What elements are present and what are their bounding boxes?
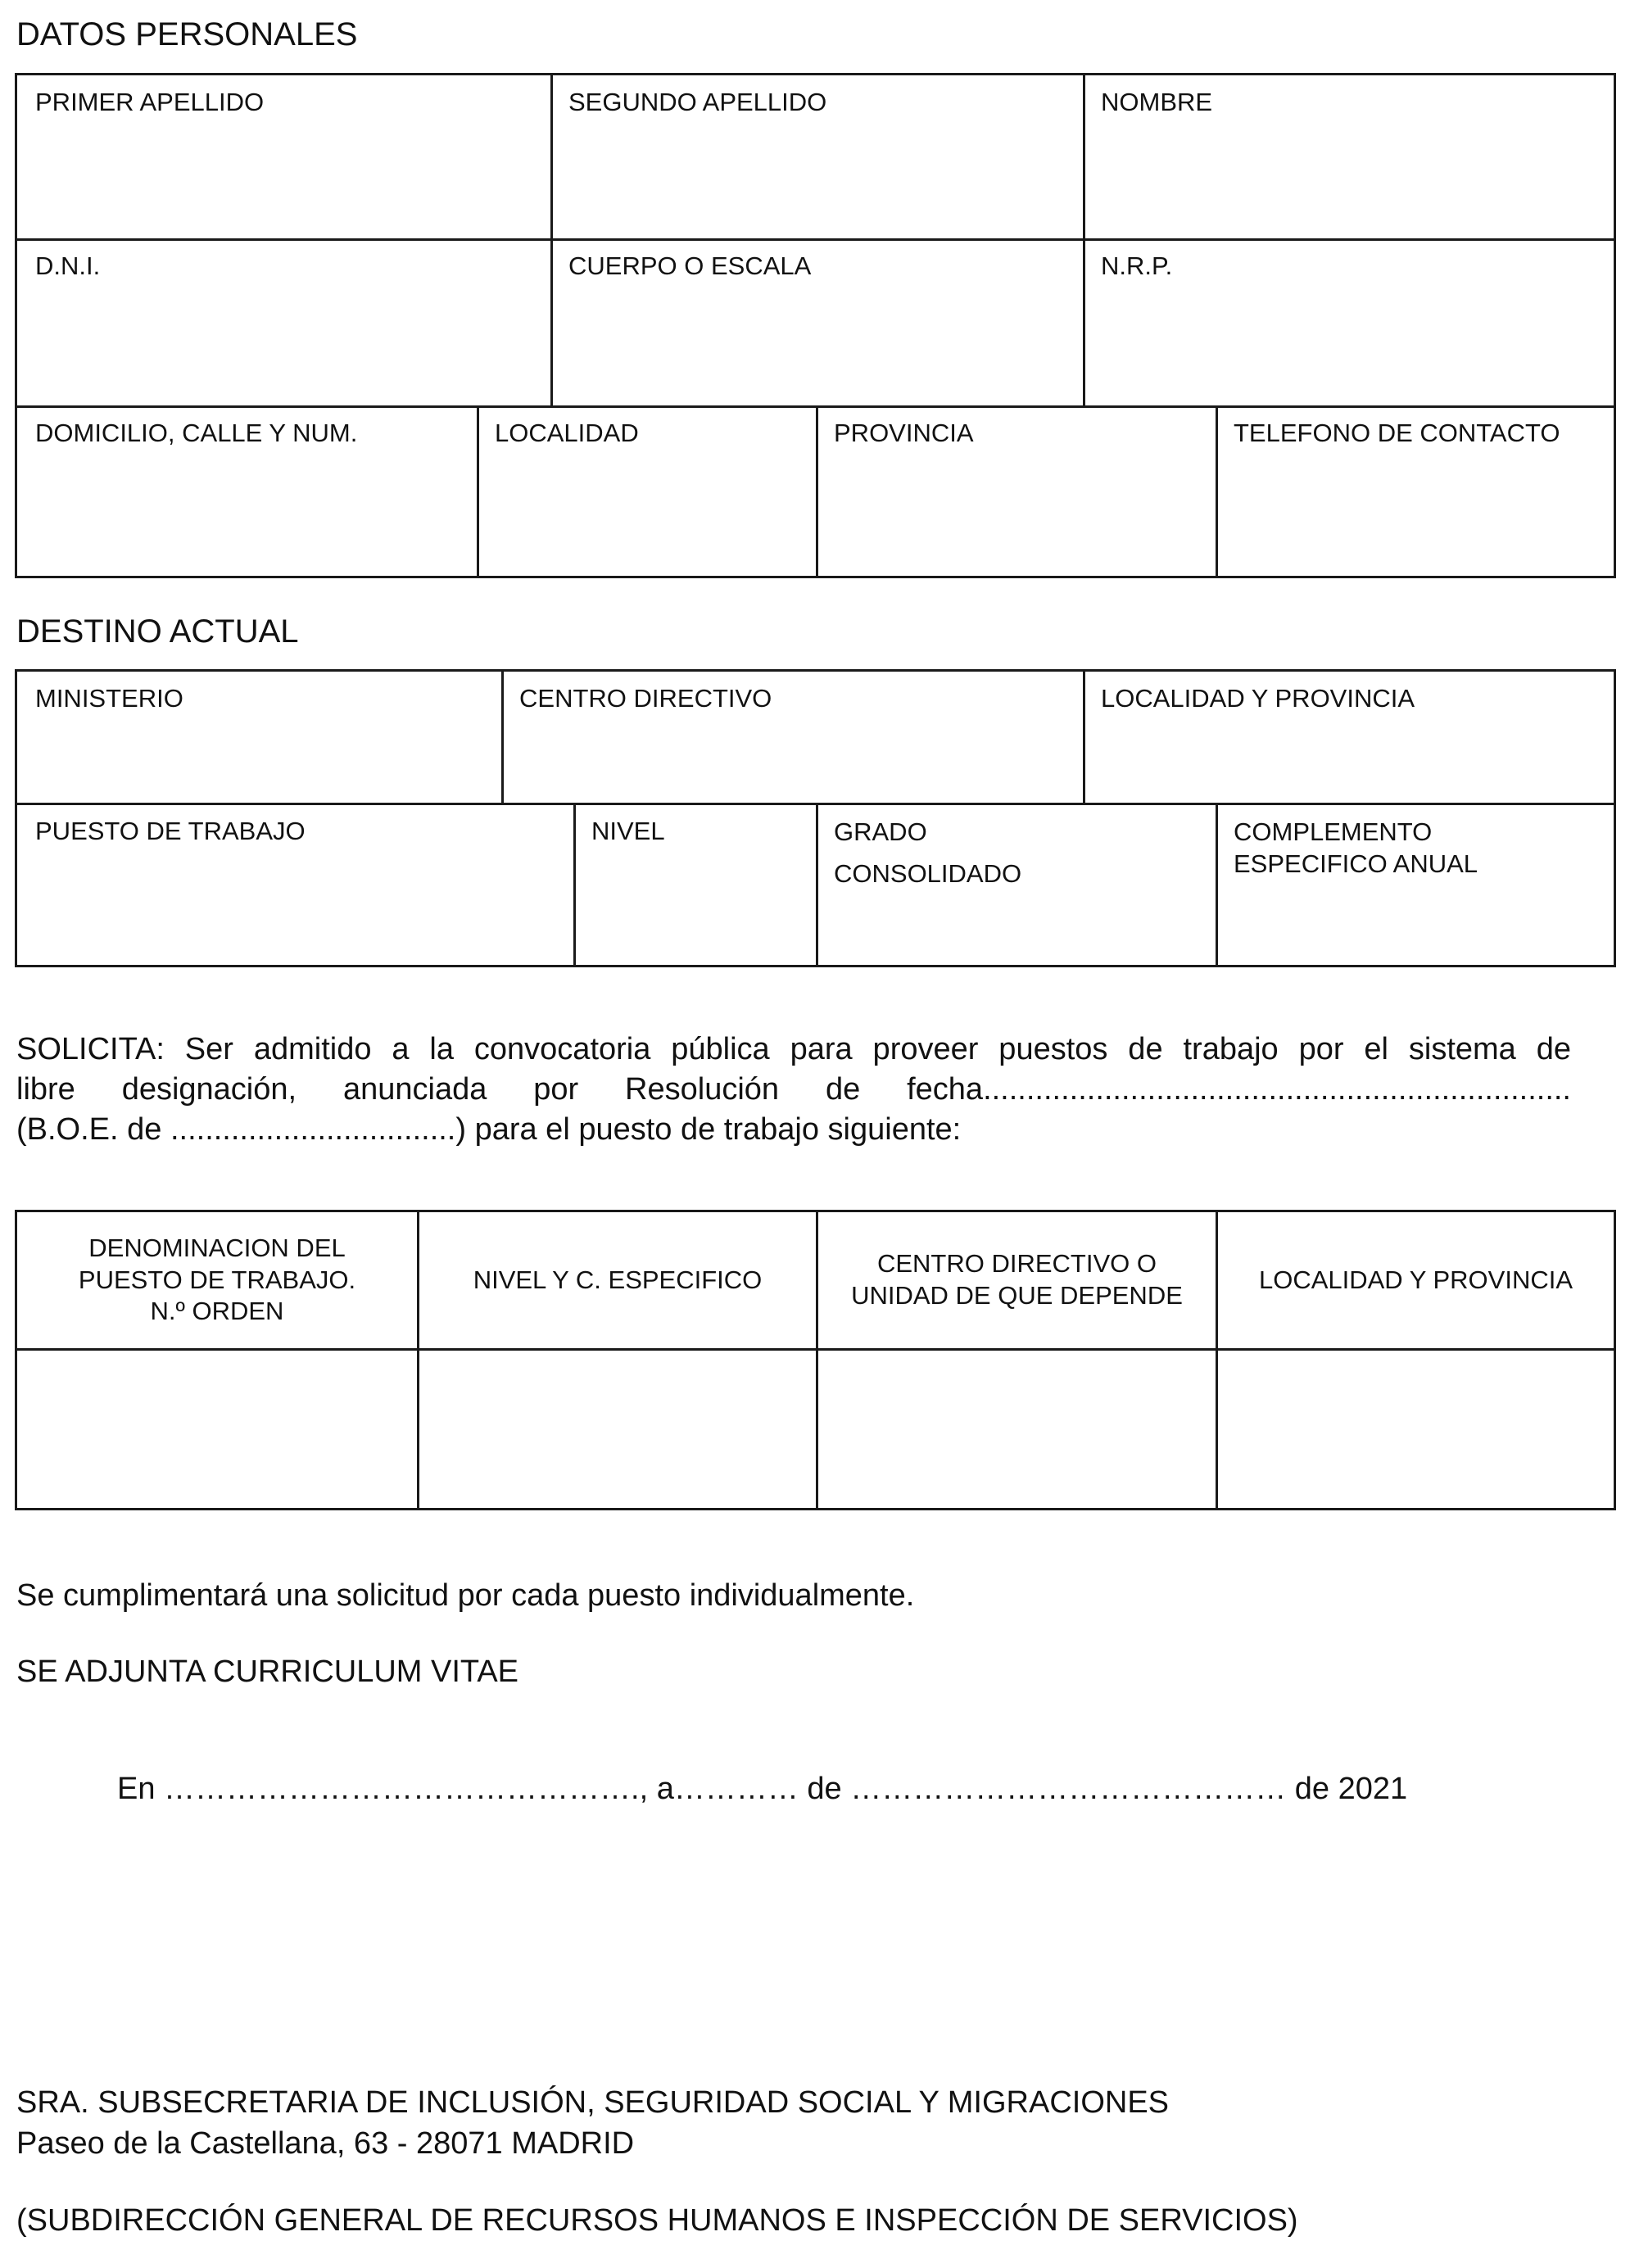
localidad-field[interactable] xyxy=(479,457,813,572)
header-centro-directivo xyxy=(818,1212,1216,1348)
centro-directivo-unidad-field[interactable] xyxy=(818,1351,1216,1508)
cuerpo-escala-label: CUERPO O ESCALA xyxy=(568,251,812,280)
solicita-line-1: SOLICITA: Ser admitido a la convocatoria pública para proveer puestos de trabajo por el sistema de xyxy=(16,1032,1571,1066)
domicilio-field[interactable] xyxy=(20,457,474,572)
destinatario-address: Paseo de la Castellana, 63 - 28071 MADRID xyxy=(16,2126,635,2161)
provincia-label: PROVINCIA xyxy=(834,419,974,447)
complemento-line: COMPLEMENTO xyxy=(1234,817,1433,846)
localidad-label: LOCALIDAD xyxy=(495,419,639,447)
nivel-especifico-field[interactable] xyxy=(419,1351,816,1508)
datos-personales-table xyxy=(15,73,1616,578)
nota-solicitud: Se cumplimentará una solicitud por cada puesto individualmente. xyxy=(16,1578,915,1613)
puesto-trabajo-field[interactable] xyxy=(20,853,571,964)
especifico-anual-line: ESPECIFICO ANUAL xyxy=(1234,849,1478,878)
header-denominacion-line-3: N.º ORDEN xyxy=(150,1297,284,1326)
primer-apellido-field[interactable] xyxy=(20,124,548,236)
centro-directivo-field[interactable] xyxy=(504,719,1081,800)
grado-consolidado-field[interactable] xyxy=(818,893,1213,964)
ministerio-field[interactable] xyxy=(20,719,499,800)
nrp-field[interactable] xyxy=(1085,290,1614,403)
dni-field[interactable] xyxy=(20,290,548,403)
puesto-trabajo-label: PUESTO DE TRABAJO xyxy=(35,817,306,845)
puesto-table xyxy=(15,1210,1616,1510)
puesto-localidad-provincia-field[interactable] xyxy=(1218,1351,1614,1508)
telefono-label: TELEFONO DE CONTACTO xyxy=(1234,419,1560,447)
solicita-line-3: (B.O.E. de .................................) para el puesto de trabajo siguiente: xyxy=(16,1112,962,1147)
row-divider xyxy=(17,238,1614,241)
header-nivel-line-1: NIVEL Y C. ESPECIFICO xyxy=(473,1265,763,1294)
header-denominacion-line-1: DENOMINACION DEL xyxy=(88,1233,346,1262)
localidad-provincia-field[interactable] xyxy=(1085,719,1614,800)
header-denominacion-line-2: PUESTO DE TRABAJO. xyxy=(78,1265,356,1294)
solicita-line-2: libre designación, anunciada por Resolución de fecha.................................................................... xyxy=(16,1072,1571,1107)
segundo-apellido-field[interactable] xyxy=(553,124,1081,236)
centro-directivo-label: CENTRO DIRECTIVO xyxy=(519,684,772,713)
denominacion-field[interactable] xyxy=(17,1351,417,1508)
header-nivel xyxy=(419,1212,816,1348)
header-centro-line-1: CENTRO DIRECTIVO O xyxy=(876,1249,1157,1279)
segundo-apellido-label: SEGUNDO APELLIDO xyxy=(568,88,827,116)
complemento-especifico-label xyxy=(1234,816,1478,880)
domicilio-label: DOMICILIO, CALLE Y NUM. xyxy=(35,419,358,447)
complemento-especifico-field[interactable] xyxy=(1218,893,1614,964)
grado-line: GRADO xyxy=(834,817,927,846)
telefono-field[interactable] xyxy=(1218,457,1614,572)
nivel-field[interactable] xyxy=(576,853,813,964)
nombre-label: NOMBRE xyxy=(1101,88,1213,116)
destino-actual-table xyxy=(15,669,1616,967)
dni-label: D.N.I. xyxy=(35,251,101,280)
header-denominacion xyxy=(17,1212,417,1348)
provincia-field[interactable] xyxy=(818,457,1213,572)
ministerio-label: MINISTERIO xyxy=(35,684,183,713)
grado-consolidado-label xyxy=(834,816,1021,890)
datos-personales-title: DATOS PERSONALES xyxy=(16,16,358,52)
destino-actual-title: DESTINO ACTUAL xyxy=(16,613,299,650)
header-localidad-provincia xyxy=(1218,1212,1614,1348)
nivel-label: NIVEL xyxy=(591,817,665,845)
cuerpo-escala-field[interactable] xyxy=(553,290,1081,403)
primer-apellido-label: PRIMER APELLIDO xyxy=(35,88,265,116)
destinatario-line-1: SRA. SUBSECRETARIA DE INCLUSIÓN, SEGURIDAD SOCIAL Y MIGRACIONES xyxy=(16,2085,1170,2120)
localidad-provincia-label: LOCALIDAD Y PROVINCIA xyxy=(1101,684,1415,713)
consolidado-line: CONSOLIDADO xyxy=(834,859,1022,888)
header-localidad-line-1: LOCALIDAD Y PROVINCIA xyxy=(1258,1265,1573,1294)
adjunta-cv: SE ADJUNTA CURRICULUM VITAE xyxy=(16,1655,519,1689)
header-centro-line-2: UNIDAD DE QUE DEPENDE xyxy=(851,1281,1183,1310)
destinatario-subdireccion: (SUBDIRECCIÓN GENERAL DE RECURSOS HUMANOS E INSPECCIÓN DE SERVICIOS) xyxy=(16,2203,1298,2238)
nombre-field[interactable] xyxy=(1085,124,1614,236)
nrp-label: N.R.P. xyxy=(1101,251,1173,280)
fecha-line: En ………………………………………., a………… de …………………………………… de 2021 xyxy=(117,1772,1408,1806)
